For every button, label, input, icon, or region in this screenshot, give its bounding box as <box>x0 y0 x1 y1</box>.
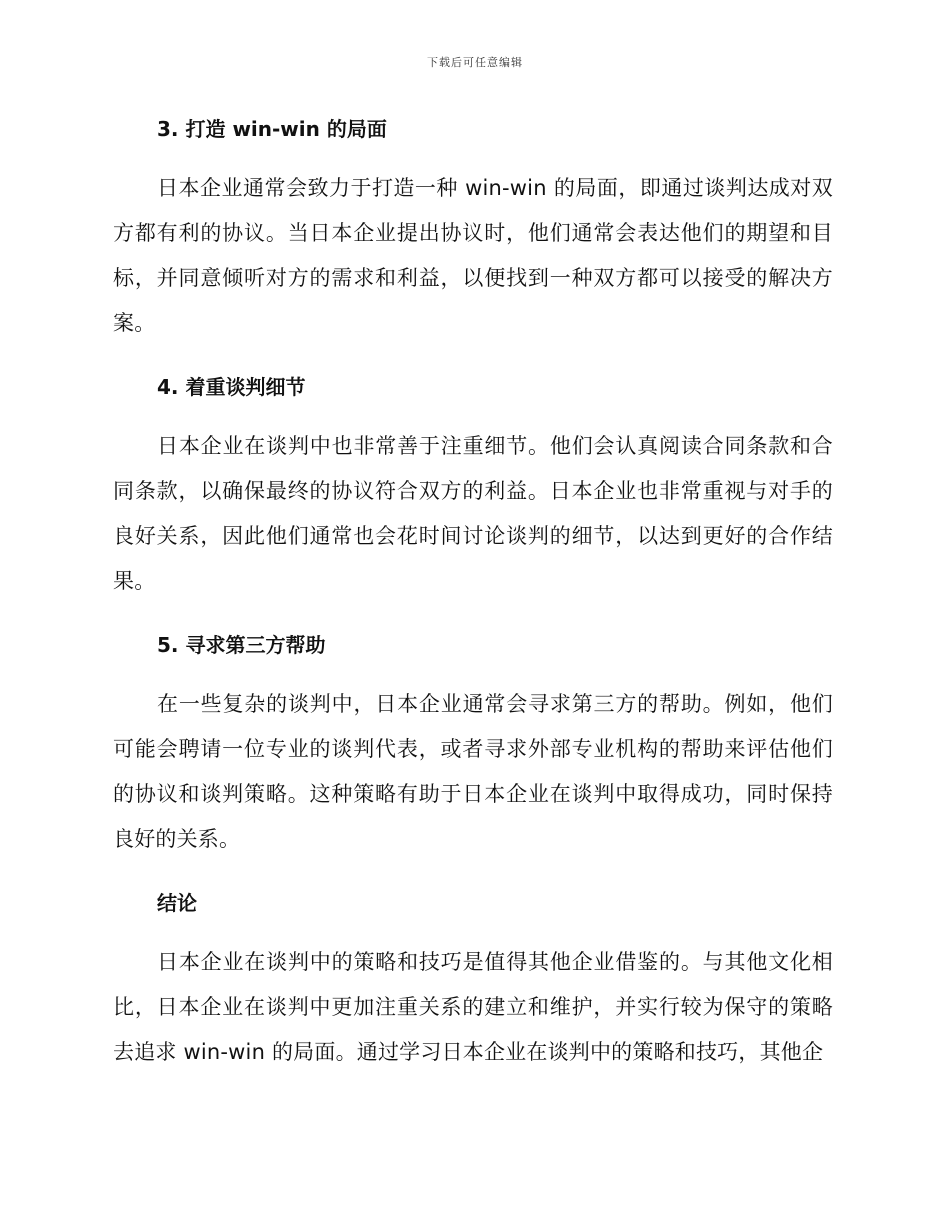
section-heading: 5. 寻求第三方帮助 <box>157 633 326 657</box>
section-win-win <box>113 112 833 346</box>
section-paragraph: 日本企业通常会致力于打造一种 win-win 的局面，即通过谈判达成对双方都有利的协议。当日本企业提出协议时，他们通常会表达他们的期望和目标，并同意倾听对方的需求和利益，以便找到一种双方都可以接受的解决方案。 <box>113 176 833 335</box>
section-heading: 结论 <box>157 891 197 915</box>
section-paragraph: 在一些复杂的谈判中，日本企业通常会寻求第三方的帮助。例如，他们可能会聘请一位专业的谈判代表，或者寻求外部专业机构的帮助来评估他们的协议和谈判策略。这种策略有助于日本企业在谈判中取得成功，同时保持良好的关系。 <box>113 692 833 851</box>
section-details <box>113 370 833 604</box>
section-heading: 4. 着重谈判细节 <box>157 375 306 399</box>
section-heading: 3. 打造 win-win 的局面 <box>157 117 387 141</box>
section-paragraph: 日本企业在谈判中也非常善于注重细节。他们会认真阅读合同条款和合同条款，以确保最终的协议符合双方的利益。日本企业也非常重视与对手的良好关系，因此他们通常也会花时间讨论谈判的细节，以达到更好的合作结果。 <box>113 434 833 593</box>
section-third-party <box>113 628 833 862</box>
section-paragraph: 日本企业在谈判中的策略和技巧是值得其他企业借鉴的。与其他文化相比，日本企业在谈判中更加注重关系的建立和维护，并实行较为保守的策略去追求 win-win 的局面。通过学习日本企业在谈判中的策略和技巧，其他企 <box>113 950 833 1064</box>
section-conclusion <box>113 886 833 1075</box>
document-body <box>113 112 833 1099</box>
header-note: 下载后可任意编辑 <box>427 56 523 69</box>
